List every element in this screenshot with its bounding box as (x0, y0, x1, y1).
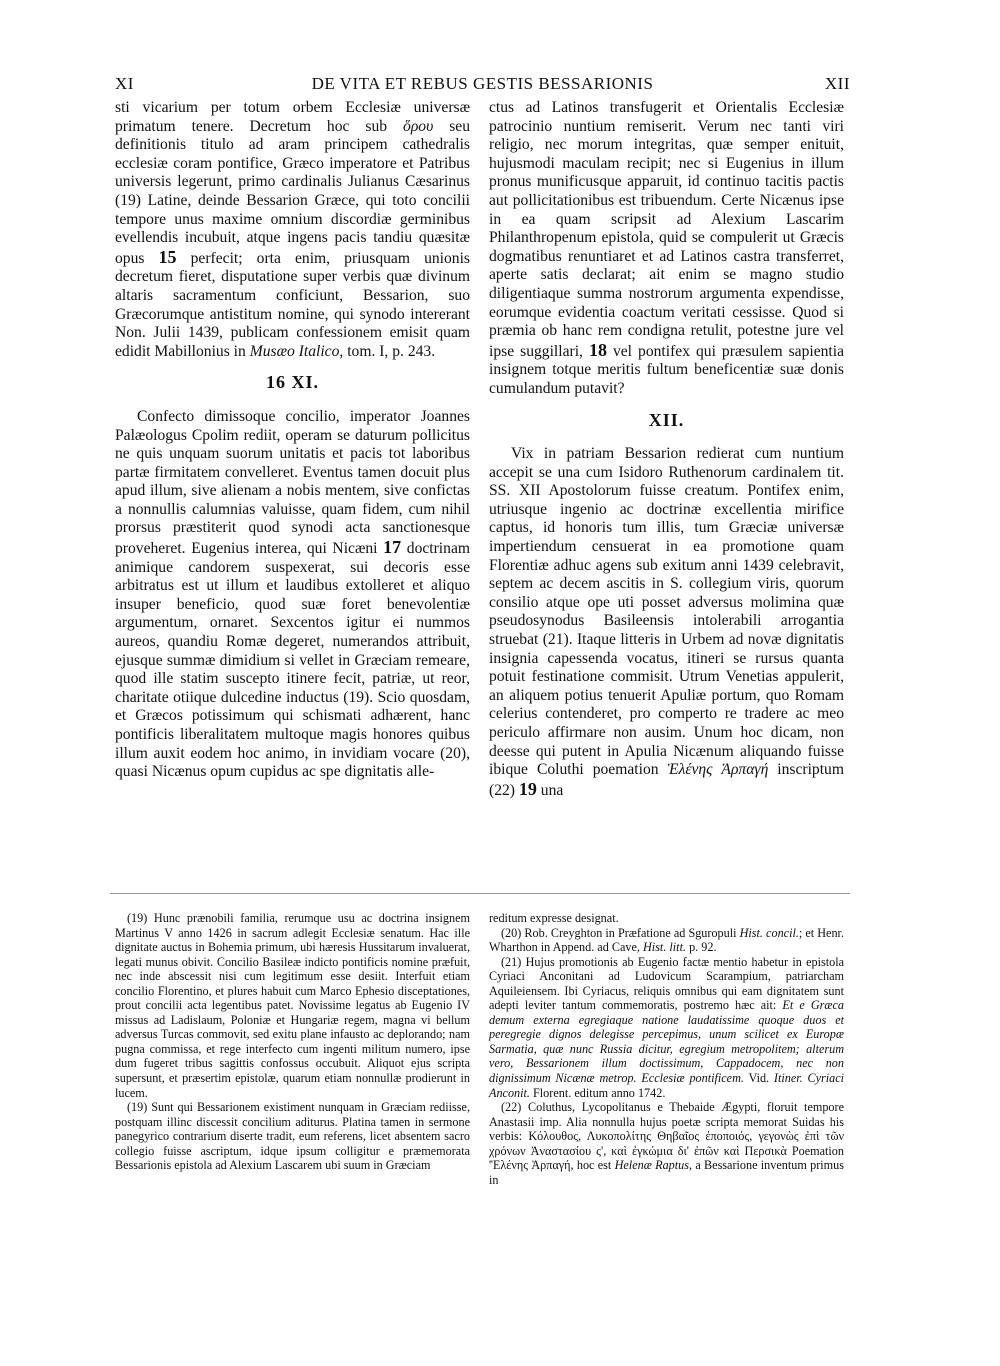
page-number-left: XI (115, 74, 134, 93)
footnotes-right (489, 911, 844, 1187)
margin-marker: 15 (158, 246, 177, 267)
running-title: DE VITA ET REBUS GESTIS BESSARIONIS (311, 74, 654, 93)
footnote-continuation: reditum expresse designat. (489, 911, 619, 925)
footnote: (20) Rob. Creyghton in Præfatione ad Sguropuli Hist. concil.; et Henr. Wharthon in Append. ad Cave, Hist. litt. p. 92. (489, 925, 844, 955)
margin-marker: 19 (518, 778, 537, 799)
greek-term: ὅρου (403, 117, 434, 135)
margin-marker: 18 (588, 339, 607, 360)
work-title: Musæo Italico (249, 342, 340, 360)
right-text-column (489, 99, 844, 800)
paragraph: Confecto dimissoque concilio, imperator Joannes Palæologus Cpolim rediit, operam se daturum pollicitus ne quis unquam suorum unitatis et pacis tot laboribus partæ firmitatem convelleret. Eventus tamen docuit plus apud illum, sive alienam a nobis mentem, sive confictas a nonnullis calumnias valuisse, quam fidem, cum nihil prorsus præstiterit quod synodi acta sanctionesque proveheret. Eugenius interea, qui Nicæni 17 doctrinam animique candorem suspexerat, sui decoris esse arbitratus est ut illum et laudibus extolleret et aliquo insuper beneficio, quod suæ foret benevolentiæ argumentum, ornaret. Sexcentos igitur ei nummos aureos, quandiu Romæ degeret, numerandos attribuit, ejusque summæ dimidium si vellet in Græciam remeare, quod ille statim suscepto itinere fecit, patriæ, ut reor, charitate otiique dulcedine inductus (19). Scio quosdam, et Græcos potissimum qui schismati adhærent, hanc pontificis liberalitatem multoque magis honores quibus illum auxit eodem hoc animo, in invidiam vocare (20), quasi Nicænus opum cupidus ac spe dignitatis alle- (115, 407, 470, 781)
footnotes-left (115, 911, 470, 1173)
footnote: (21) Hujus promotionis ab Eugenio factæ mentio habetur in epistola Cyriaci Anconitani ad Ludovicum Scarampium, patriarcham Aquileiensem. Ibi Cyriacus, reliquis omnibus qui eam dignitatem sunt adepti leviter tantum commemoratis, postremo hæc ait: Et e Græca demum externa egregiaque natione laudatissime quoque duos et peregregie dignos delegisse percepimus, unum scilicet ex Europæ Sarmatia, quæ nunc Russia dicitur, egregium metropolitem; alterum vero, Bessarionem illum doctissimum, Cappadocem, nec non dignissimum Nicænæ metrop. Ecclesiæ pontificem. Vid. Itiner. Cyriaci Anconit. Florent. editum anno 1742. (489, 954, 844, 1100)
paragraph: sti vicarium per totum orbem Ecclesiæ universæ primatum tenere. Decretum hoc sub ὅρου seu definitionis titulo ad aram principem cathedralis ecclesiæ coram pontifice, Græco imperatore et Patribus universis legerunt, primo cardinalis Julianus Cæsarinus (19) Latine, deinde Bessarion Græce, qui toto concilii tempore unus maxime omnium discordiæ germinibus evellendis incubuit, atque ingens pacis tandiu quæsitæ opus 15 perfecit; orta enim, priusquam unionis decretum fieret, disputatione super verbis quæ divinum altaris sacramentum conficiunt, Bessarion, suo Græcorumque antistitum nomine, qui synodo intererant Non. Julii 1439, publicam confessionem emisit quam edidit Mabillonius in Musæo Italico, tom. I, p. 243. (115, 99, 471, 360)
section-heading: 16 XI. (265, 372, 319, 393)
left-text-column (115, 99, 470, 782)
section-heading: XII. (648, 409, 685, 430)
footnote-separator (110, 893, 850, 894)
greek-title: Ἑλένης Ἁρπαγή (667, 761, 769, 779)
margin-marker: 16 (265, 372, 286, 393)
paragraph: Vix in patriam Bessarion redierat cum nuntium accepit se una cum Isidoro Ruthenorum cardinalem tit. SS. XII Apostolorum fuisse creatum. Pontifex enim, utriusque ingenio ac doctrinæ excellentia mirifice captus, id honoris tum illis, tum Græciæ universæ impertiendum censuerat in ea promotione quam Florentiæ adhuc agens sub exitum anni 1439 celebravit, septem ac decem ascitis in S. collegium viris, quorum consilio atque ope uti posset adversus molimina quæ pseudosynodus Basileensis intolerabili arrogantia struebat (21). Itaque litteris in Urbem ad novæ dignitatis insignia capessenda vocatus, itineri se rursus quanta potuit festinatione commisit. Utrum Venetias appulerit, an aliquem potius tenuerit Apuliæ portum, quo Romam celerius contenderet, pro comperto re tradere ac meo periculo affirmare non ausim. Unum hoc dicam, non deesse qui putent in Apulia Nicænum aliquando fuisse ibique Coluthi poemation Ἑλένης Ἁρπαγή inscriptum (22) 19 una (489, 445, 844, 799)
footnote: (19) Sunt qui Bessarionem existiment nunquam in Græciam rediisse, postquam illinc discessit concilium aditurus. Platina tamen in sermone panegyrico contrarium diserte tradit, eum referens, licet absentem sacro collegio fuisse ascriptum, idque ipsum colligitur e præmemorata Bessarionis epistola ad Alexium Lascarem ubi suum in Græciam (115, 1100, 470, 1173)
paragraph: ctus ad Latinos transfugerit et Orientalis Ecclesiæ patrocinio nuntium remiserit. Verum nec tanti viri religio, nec morum integritas, quæ semper enituit, hujusmodi maculam recipit; nec si Eugenius in illum pronus munificusque apparuit, id continuo tacitis pactis aut pollicitationibus est tribuendum. Certe Nicænus ipse in ea quam scripsit ad Alexium Lascarim Philanthropenum epistola, quid se compulerit ut Græcis dogmatibus renuntiaret et ad Latinos castra transferret, aperte satis declarat; ait enim se magno studio diligentiaque summa nostrorum argumenta expendisse, eorumque evidentia coactum veritati cessisse. Quod si præmia ob hanc rem condigna retulit, potestne jure vel ipse suggillari, 18 vel pontifex qui præsulem sapientia insignem totque meritis fultum beneficentiæ suæ donis cumulandum putavit? (489, 99, 845, 397)
margin-marker: 17 (383, 537, 402, 558)
page-number-right: XII (824, 74, 850, 93)
footnote: (22) Coluthus, Lycopolitanus e Thebaide Ægypti, floruit tempore Anastasii imp. Alia nonnulla hujus poetæ scripta memorat Suidas his verbis: Κόλουθος, Λυκοπολίτης Θηβαῖος ἐποποιός, γεγονὼς ἐπὶ τῶν χρόνων Ἀναστασίου ς', καὶ ἐγκώμια δι' ἐπῶν καὶ Περσικὰ Poemation 'Ἑλένης Ἁρπαγή, hoc est Helenæ Raptus, a Bessarione inventum primus in (489, 1100, 844, 1187)
footnote: (19) Hunc prænobili familia, rerumque usu ac doctrina insignem Martinus V anno 1426 in sacrum adlegit Ecclesiæ senatum. Hac ille dignitate auctus in Bohemia primum, ubi hæresis Hussitarum invaluerat, legati munus obivit. Concilio Basileæ indicto pontificis nomine præfuit, nec inde abscessit nisi cum legitimum esse desiit. Interfuit etiam concilio Florentino, et plures habuit cum Marco Ephesio disceptationes, prout concilii acta legentibus patet. Novissime legatus ab Eugenio IV missus ad Ladislaum, Poloniæ et Hungariæ regem, magna vi bellum adversus Turcas commovit, sed exitu plane infausto ac deplorando; nam pugna commissa, et rege interfecto cum ingenti militum numero, ipse dum fugeret tribus sagittis confossus occubuit. Aliquot ejus scripta supersunt, et præsertim epistolæ, quarum etiam nonnullæ prodierunt in lucem. (115, 911, 470, 1100)
page-header (115, 74, 850, 98)
